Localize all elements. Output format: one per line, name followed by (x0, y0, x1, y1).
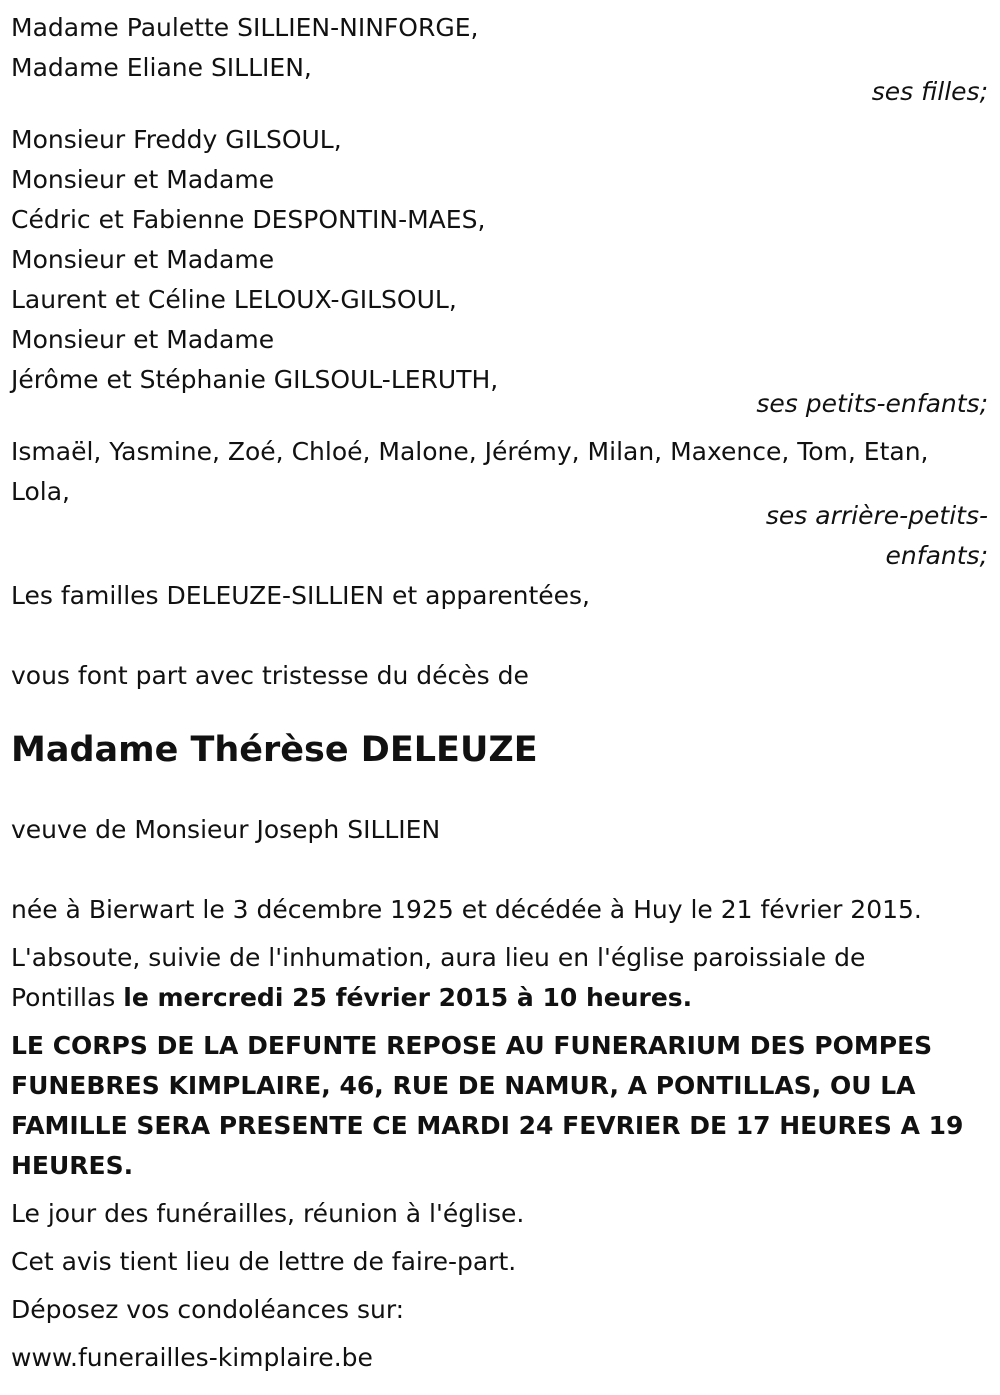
grandchild-line-6: Monsieur et Madame (11, 325, 275, 354)
birth-death-line: née à Bierwart le 3 décembre 1925 et décédée à Huy le 21 février 2015. (11, 895, 922, 924)
daughter-name-1: Madame Paulette SILLIEN-NINFORGE, (11, 13, 479, 42)
funerarium-block (11, 1026, 990, 1186)
condolences-label: Déposez vos condoléances sur: (11, 1295, 405, 1324)
ceremony-line-1: L'absoute, suivie de l'inhumation, aura lieu en l'église paroissiale de (11, 943, 866, 972)
ceremony-location: Pontillas (11, 983, 116, 1012)
reunion-line: Le jour des funérailles, réunion à l'église. (11, 1199, 525, 1228)
grandchild-line-5: Laurent et Céline LELOUX-GILSOUL, (11, 285, 457, 314)
grandchild-line-4: Monsieur et Madame (11, 245, 275, 274)
grandchild-line-2: Monsieur et Madame (11, 165, 275, 194)
grandchild-line-7: Jérôme et Stéphanie GILSOUL-LERUTH, (11, 365, 499, 394)
announcement-line: vous font part avec tristesse du décès de (11, 661, 529, 690)
faire-part-line: Cet avis tient lieu de lettre de faire-part. (11, 1247, 517, 1276)
website-link[interactable]: www.funerailles-kimplaire.be (11, 1343, 373, 1372)
great-grandchildren-line-2: Lola, (11, 477, 70, 506)
great-grandchildren-label-2: enfants; (885, 541, 988, 570)
deceased-name: Madame Thérèse DELEUZE (11, 730, 538, 770)
funerarium-line-3: FAMILLE SERA PRESENTE CE MARDI 24 FEVRIER DE 17 HEURES A 19 (11, 1111, 964, 1140)
grandchild-line-1: Monsieur Freddy GILSOUL, (11, 125, 342, 154)
funerarium-line-1: LE CORPS DE LA DEFUNTE REPOSE AU FUNERARIUM DES POMPES (11, 1031, 933, 1060)
daughter-name-2: Madame Eliane SILLIEN, (11, 53, 312, 82)
grandchild-line-3: Cédric et Fabienne DESPONTIN-MAES, (11, 205, 486, 234)
families-line: Les familles DELEUZE-SILLIEN et apparentées, (11, 581, 590, 610)
ceremony-date: le mercredi 25 février 2015 à 10 heures. (123, 983, 693, 1012)
daughters-label: ses filles; (871, 77, 988, 106)
great-grandchildren-line-1: Ismaël, Yasmine, Zoé, Chloé, Malone, Jérémy, Milan, Maxence, Tom, Etan, (11, 437, 929, 466)
funerarium-line-2: FUNEBRES KIMPLAIRE, 46, RUE DE NAMUR, A PONTILLAS, OU LA (11, 1071, 916, 1100)
grandchildren-label: ses petits-enfants; (756, 389, 988, 418)
widow-of-line: veuve de Monsieur Joseph SILLIEN (11, 815, 441, 844)
funerarium-line-4: HEURES. (11, 1151, 134, 1180)
great-grandchildren-label-1: ses arrière-petits- (765, 501, 988, 530)
ceremony-line-2 (11, 978, 990, 1018)
